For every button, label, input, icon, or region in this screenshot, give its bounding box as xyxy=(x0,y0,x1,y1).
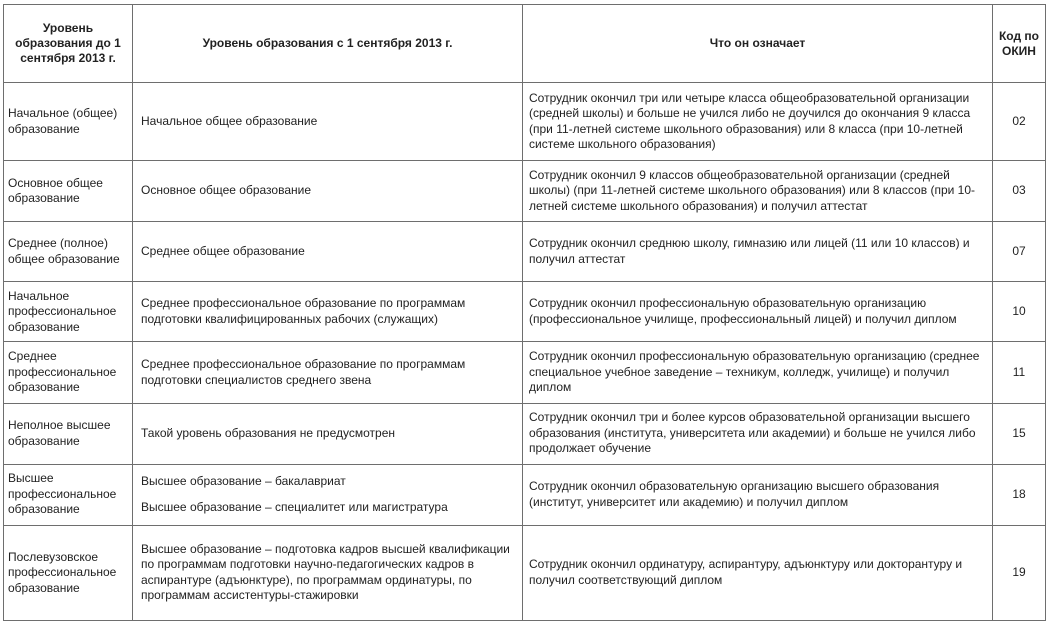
education-levels-table xyxy=(3,4,1046,621)
table-row xyxy=(4,83,1046,161)
table-row xyxy=(4,222,1046,282)
new-level-cell xyxy=(133,161,523,222)
new-level-item: Высшее образование – бакалавриат xyxy=(141,474,346,489)
meaning-cell: Сотрудник окончил три и более курсов образовательной организации высшего образования (института, университета или академии) и больше не учился либо продолжает обучение xyxy=(523,403,993,464)
old-level-cell: Среднее профессиональное образование xyxy=(4,342,133,403)
table-row xyxy=(4,525,1046,620)
new-level-item: Такой уровень образования не предусмотрен xyxy=(141,425,395,440)
code-cell: 03 xyxy=(993,161,1046,222)
header-old-level: Уровень образования до 1 сентября 2013 г. xyxy=(4,5,133,83)
new-level-cell xyxy=(133,342,523,403)
table-row xyxy=(4,464,1046,525)
old-level-cell: Высшее профессиональное образование xyxy=(4,464,133,525)
new-level-item: Высшее образование – специалитет или магистратура xyxy=(141,499,448,514)
code-cell: 18 xyxy=(993,464,1046,525)
table-row xyxy=(4,161,1046,222)
old-level-cell: Неполное высшее образование xyxy=(4,403,133,464)
new-level-item: Среднее профессиональное образование по программам подготовки квалифицированных рабочих (служащих) xyxy=(141,296,466,326)
code-cell: 10 xyxy=(993,282,1046,342)
meaning-cell: Сотрудник окончил профессиональную образовательную организацию (профессиональное училище, профессиональный лицей) и получил диплом xyxy=(523,282,993,342)
code-cell: 02 xyxy=(993,83,1046,161)
header-code: Код по ОКИН xyxy=(993,5,1046,83)
code-cell: 19 xyxy=(993,525,1046,620)
new-level-cell xyxy=(133,403,523,464)
table-row xyxy=(4,342,1046,403)
new-level-cell xyxy=(133,222,523,282)
old-level-cell: Среднее (полное) общее образование xyxy=(4,222,133,282)
meaning-cell: Сотрудник окончил ординатуру, аспирантуру, адъюнктуру или докторантуру и получил соответствующий диплом xyxy=(523,525,993,620)
code-cell: 07 xyxy=(993,222,1046,282)
old-level-cell: Начальное (общее) образование xyxy=(4,83,133,161)
table-row xyxy=(4,282,1046,342)
code-cell: 15 xyxy=(993,403,1046,464)
new-level-cell xyxy=(133,282,523,342)
new-level-item: Среднее профессиональное образование по программам подготовки специалистов среднего звена xyxy=(141,357,466,387)
new-level-cell xyxy=(133,525,523,620)
new-level-item: Начальное общее образование xyxy=(141,113,318,128)
new-level-item: Основное общее образование xyxy=(141,183,312,198)
meaning-cell: Сотрудник окончил среднюю школу, гимназию или лицей (11 или 10 классов) и получил аттестат xyxy=(523,222,993,282)
header-meaning: Что он означает xyxy=(523,5,993,83)
meaning-cell: Сотрудник окончил профессиональную образовательную организацию (среднее специальное учебное заведение – техникум, колледж, училище) и получил диплом xyxy=(523,342,993,403)
header-new-level: Уровень образования с 1 сентября 2013 г. xyxy=(133,5,523,83)
header-row xyxy=(4,5,1046,83)
meaning-cell: Сотрудник окончил три или четыре класса общеобразовательной организации (средней школы) и больше не учился либо не доучился до окончания 9 класса (при 11-летней системе школьного образования) или 8 класса (при 10-летней системе школьного образования) xyxy=(523,83,993,161)
old-level-cell: Начальное профессиональное образование xyxy=(4,282,133,342)
old-level-cell: Основное общее образование xyxy=(4,161,133,222)
meaning-cell: Сотрудник окончил 9 классов общеобразовательной организации (средней школы) (при 11-летней системе школьного образования) или 8 классов (при 10-летней системе школьного образования) и получил аттестат xyxy=(523,161,993,222)
new-level-cell xyxy=(133,464,523,525)
new-level-item: Высшее образование – подготовка кадров высшей квалификации по программам подготовки научно-педагогических кадров в аспирантуре (адъюнктуре), по программам ординатуры, по программам ассистентуры-стажировки xyxy=(141,541,510,603)
new-level-cell xyxy=(133,83,523,161)
table-row xyxy=(4,403,1046,464)
code-cell: 11 xyxy=(993,342,1046,403)
new-level-item: Среднее общее образование xyxy=(141,244,305,259)
meaning-cell: Сотрудник окончил образовательную организацию высшего образования (институт, университет или академию) и получил диплом xyxy=(523,464,993,525)
old-level-cell: Послевузовское профессиональное образование xyxy=(4,525,133,620)
